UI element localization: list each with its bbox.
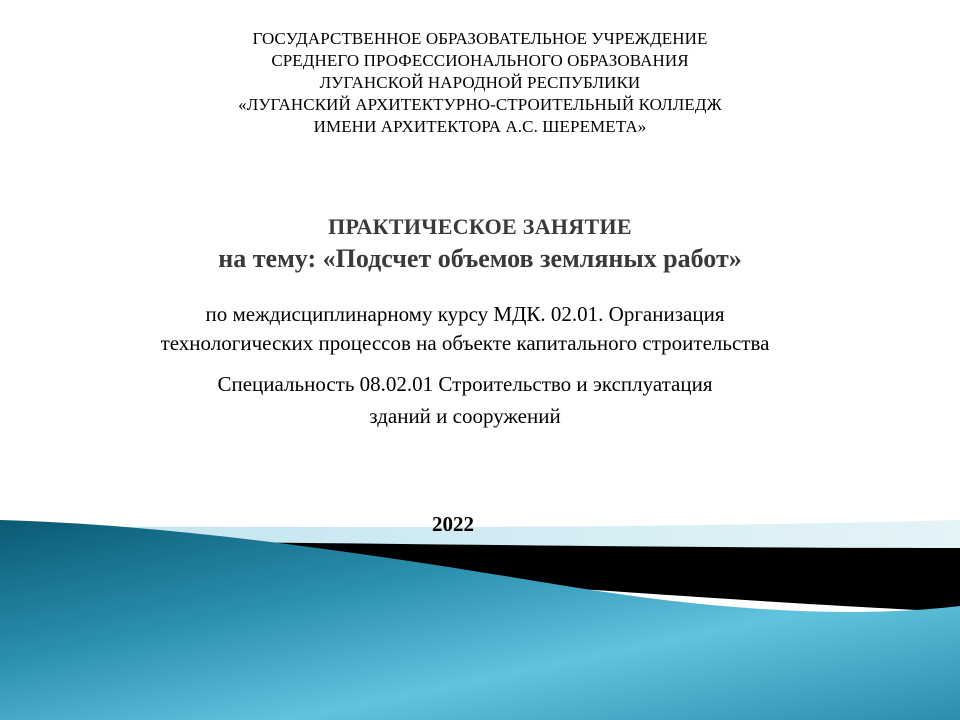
specialty-info <box>0 368 930 432</box>
header-line: ГОСУДАРСТВЕННОЕ ОБРАЗОВАТЕЛЬНОЕ УЧРЕЖДЕНИЕ <box>252 29 708 48</box>
institution-header <box>0 28 960 138</box>
header-line: ИМЕНИ АРХИТЕКТОРА А.С. ШЕРЕМЕТА» <box>313 117 647 136</box>
title-line-1: ПРАКТИЧЕСКОЕ ЗАНЯТИЕ <box>328 214 632 239</box>
course-line-1: по междисциплинарному курсу МДК. 02.01. Организация <box>205 302 725 326</box>
course-info <box>0 300 930 358</box>
specialty-line-1: Специальность 08.02.01 Строительство и эксплуатация <box>217 372 713 396</box>
title-line-2: на тему: «Подсчет объемов земляных работ» <box>218 244 742 273</box>
year-label: 2022 <box>432 512 474 536</box>
course-line-2: технологических процессов на объекте капитального строительства <box>160 331 770 355</box>
header-line: «ЛУГАНСКИЙ АРХИТЕКТУРНО-СТРОИТЕЛЬНЫЙ КОЛЛЕДЖ <box>238 95 722 114</box>
specialty-line-2: зданий и сооружений <box>369 404 561 428</box>
lesson-title <box>0 212 960 276</box>
header-line: ЛУГАНСКОЙ НАРОДНОЙ РЕСПУБЛИКИ <box>319 73 641 92</box>
header-line: СРЕДНЕГО ПРОФЕССИОНАЛЬНОГО ОБРАЗОВАНИЯ <box>271 51 689 70</box>
